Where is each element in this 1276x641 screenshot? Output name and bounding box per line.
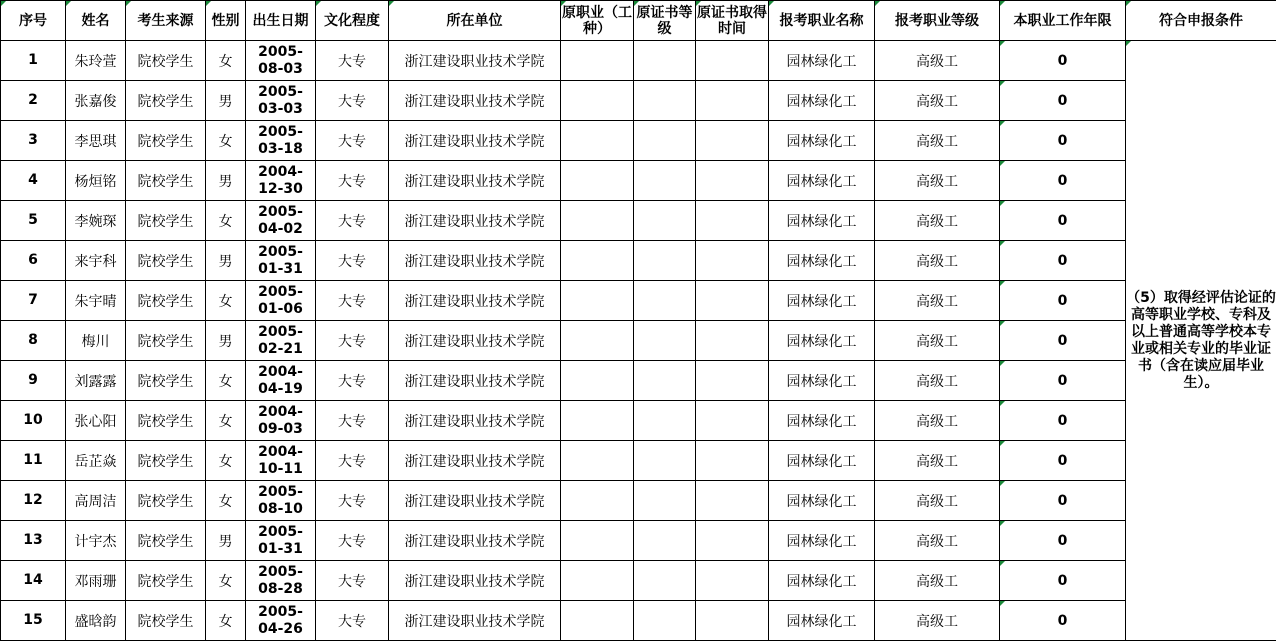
- cell-job-name[interactable]: 园林绿化工: [769, 321, 875, 361]
- cell-name[interactable]: 朱宇晴: [66, 281, 126, 321]
- row-number: 15: [23, 612, 43, 628]
- header-gender[interactable]: 性别: [206, 1, 246, 41]
- cell-years[interactable]: 0: [1000, 121, 1126, 161]
- cell-orig-cert-time[interactable]: [696, 161, 769, 201]
- cell-org[interactable]: 浙江建设职业技术学院: [389, 561, 561, 601]
- cell-source[interactable]: 院校学生: [126, 321, 206, 361]
- cell-gender[interactable]: 女: [206, 281, 246, 321]
- cell-seq[interactable]: [1, 521, 66, 561]
- table-row: [1, 121, 1276, 161]
- cell-education[interactable]: 大专: [316, 201, 389, 241]
- table-row: [1, 481, 1276, 521]
- cell-orig-cert-time[interactable]: [696, 81, 769, 121]
- cell-job-name[interactable]: 园林绿化工: [769, 281, 875, 321]
- cell-job-name[interactable]: 园林绿化工: [769, 161, 875, 201]
- cell-dob[interactable]: 2005-03-18: [246, 121, 316, 161]
- cell-org[interactable]: 浙江建设职业技术学院: [389, 321, 561, 361]
- row-number: 5: [28, 212, 38, 228]
- header-dob[interactable]: 出生日期: [246, 1, 316, 41]
- cell-dob[interactable]: 2004-09-03: [246, 401, 316, 441]
- cell-years[interactable]: 0: [1000, 241, 1126, 281]
- row-number: 3: [28, 132, 38, 148]
- cell-source[interactable]: 院校学生: [126, 161, 206, 201]
- table-row: [1, 41, 1276, 81]
- cell-dob[interactable]: 2005-08-28: [246, 561, 316, 601]
- table-row: [1, 521, 1276, 561]
- cell-orig-job[interactable]: [561, 521, 634, 561]
- cell-gender[interactable]: 女: [206, 561, 246, 601]
- cell-orig-cert-time[interactable]: [696, 441, 769, 481]
- cell-name[interactable]: 来宇科: [66, 241, 126, 281]
- cell-years[interactable]: 0: [1000, 441, 1126, 481]
- cell-name[interactable]: 张嘉俊: [66, 81, 126, 121]
- row-number: 10: [23, 412, 43, 428]
- cell-job-level[interactable]: 高级工: [875, 201, 1000, 241]
- cell-gender[interactable]: 女: [206, 441, 246, 481]
- cell-job-name[interactable]: 园林绿化工: [769, 521, 875, 561]
- cell-education[interactable]: 大专: [316, 41, 389, 81]
- cell-orig-cert-level[interactable]: [634, 281, 696, 321]
- cell-years[interactable]: 0: [1000, 281, 1126, 321]
- cell-orig-cert-level[interactable]: [634, 161, 696, 201]
- cell-source[interactable]: 院校学生: [126, 401, 206, 441]
- cell-seq[interactable]: [1, 41, 66, 81]
- cell-orig-job[interactable]: [561, 121, 634, 161]
- cell-orig-cert-level[interactable]: [634, 481, 696, 521]
- cell-job-level[interactable]: 高级工: [875, 81, 1000, 121]
- cell-job-name[interactable]: 园林绿化工: [769, 41, 875, 81]
- header-condition[interactable]: 符合申报条件: [1126, 1, 1276, 41]
- cell-name[interactable]: 杨烜铭: [66, 161, 126, 201]
- cell-dob[interactable]: 2005-02-21: [246, 321, 316, 361]
- cell-orig-cert-time[interactable]: [696, 321, 769, 361]
- cell-orig-job[interactable]: [561, 321, 634, 361]
- cell-education[interactable]: 大专: [316, 281, 389, 321]
- cell-job-level[interactable]: 高级工: [875, 241, 1000, 281]
- cell-org[interactable]: 浙江建设职业技术学院: [389, 601, 561, 641]
- cell-years[interactable]: 0: [1000, 81, 1126, 121]
- cell-name[interactable]: 李思琪: [66, 121, 126, 161]
- cell-orig-cert-level[interactable]: [634, 201, 696, 241]
- cell-education[interactable]: 大专: [316, 521, 389, 561]
- cell-orig-job[interactable]: [561, 201, 634, 241]
- cell-orig-cert-time[interactable]: [696, 201, 769, 241]
- cell-job-level[interactable]: 高级工: [875, 361, 1000, 401]
- cell-gender[interactable]: 男: [206, 321, 246, 361]
- header-orig-cert-level[interactable]: 原证书等级: [634, 1, 696, 41]
- cell-source[interactable]: 院校学生: [126, 121, 206, 161]
- cell-gender[interactable]: 女: [206, 601, 246, 641]
- cell-job-level[interactable]: 高级工: [875, 161, 1000, 201]
- cell-job-level[interactable]: 高级工: [875, 601, 1000, 641]
- cell-gender[interactable]: 女: [206, 121, 246, 161]
- cell-org[interactable]: 浙江建设职业技术学院: [389, 361, 561, 401]
- row-number: 1: [28, 52, 38, 68]
- cell-job-level[interactable]: 高级工: [875, 121, 1000, 161]
- row-number: 13: [23, 532, 43, 548]
- row-number: 7: [28, 292, 38, 308]
- cell-orig-job[interactable]: [561, 41, 634, 81]
- cell-job-name[interactable]: 园林绿化工: [769, 601, 875, 641]
- cell-dob[interactable]: 2005-04-26: [246, 601, 316, 641]
- cell-org[interactable]: 浙江建设职业技术学院: [389, 521, 561, 561]
- cell-dob[interactable]: 2005-04-02: [246, 201, 316, 241]
- cell-orig-cert-time[interactable]: [696, 41, 769, 81]
- header-orig-cert-time[interactable]: 原证书取得时间: [696, 1, 769, 41]
- cell-job-name[interactable]: 园林绿化工: [769, 401, 875, 441]
- cell-years[interactable]: 0: [1000, 201, 1126, 241]
- cell-dob[interactable]: 2004-04-19: [246, 361, 316, 401]
- cell-seq[interactable]: [1, 601, 66, 641]
- cell-source[interactable]: 院校学生: [126, 481, 206, 521]
- cell-years[interactable]: 0: [1000, 361, 1126, 401]
- cell-org[interactable]: 浙江建设职业技术学院: [389, 401, 561, 441]
- table-row: [1, 81, 1276, 121]
- table-body: [1, 41, 1276, 641]
- cell-orig-job[interactable]: [561, 281, 634, 321]
- cell-dob[interactable]: 2005-01-31: [246, 241, 316, 281]
- cell-seq[interactable]: [1, 321, 66, 361]
- cell-org[interactable]: 浙江建设职业技术学院: [389, 281, 561, 321]
- header-job-name[interactable]: 报考职业名称: [769, 1, 875, 41]
- cell-org[interactable]: 浙江建设职业技术学院: [389, 201, 561, 241]
- cell-seq[interactable]: [1, 561, 66, 601]
- cell-years[interactable]: 0: [1000, 601, 1126, 641]
- cell-source[interactable]: 院校学生: [126, 601, 206, 641]
- cell-orig-cert-level[interactable]: [634, 521, 696, 561]
- cell-source[interactable]: 院校学生: [126, 521, 206, 561]
- cell-years[interactable]: 0: [1000, 161, 1126, 201]
- cell-name[interactable]: 计宇杰: [66, 521, 126, 561]
- cell-source[interactable]: 院校学生: [126, 81, 206, 121]
- cell-gender[interactable]: 女: [206, 481, 246, 521]
- header-years[interactable]: 本职业工作年限: [1000, 1, 1126, 41]
- cell-dob[interactable]: 2004-12-30: [246, 161, 316, 201]
- cell-orig-cert-time[interactable]: [696, 601, 769, 641]
- header-source[interactable]: 考生来源: [126, 1, 206, 41]
- table-row: [1, 401, 1276, 441]
- cell-org[interactable]: 浙江建设职业技术学院: [389, 481, 561, 521]
- cell-name[interactable]: 李婉琛: [66, 201, 126, 241]
- cell-job-name[interactable]: 园林绿化工: [769, 241, 875, 281]
- cell-gender[interactable]: 女: [206, 361, 246, 401]
- cell-orig-cert-time[interactable]: [696, 281, 769, 321]
- cell-name[interactable]: 高周洁: [66, 481, 126, 521]
- cell-seq[interactable]: [1, 401, 66, 441]
- cell-source[interactable]: 院校学生: [126, 201, 206, 241]
- header-orig-job[interactable]: 原职业（工种）: [561, 1, 634, 41]
- cell-seq[interactable]: [1, 81, 66, 121]
- cell-orig-job[interactable]: [561, 601, 634, 641]
- cell-job-level[interactable]: 高级工: [875, 41, 1000, 81]
- cell-orig-cert-level[interactable]: [634, 241, 696, 281]
- cell-job-name[interactable]: 园林绿化工: [769, 361, 875, 401]
- cell-seq[interactable]: [1, 201, 66, 241]
- row-number: 8: [28, 332, 38, 348]
- cell-gender[interactable]: 男: [206, 521, 246, 561]
- cell-dob[interactable]: 2005-08-10: [246, 481, 316, 521]
- cell-dob[interactable]: 2004-10-11: [246, 441, 316, 481]
- cell-name[interactable]: 朱玲萱: [66, 41, 126, 81]
- cell-orig-cert-level[interactable]: [634, 321, 696, 361]
- table-row: [1, 441, 1276, 481]
- cell-name[interactable]: 刘露露: [66, 361, 126, 401]
- cell-job-level[interactable]: 高级工: [875, 481, 1000, 521]
- cell-orig-job[interactable]: [561, 401, 634, 441]
- cell-education[interactable]: 大专: [316, 481, 389, 521]
- cell-education[interactable]: 大专: [316, 441, 389, 481]
- cell-job-name[interactable]: 园林绿化工: [769, 441, 875, 481]
- cell-job-level[interactable]: 高级工: [875, 401, 1000, 441]
- cell-orig-cert-time[interactable]: [696, 401, 769, 441]
- cell-source[interactable]: 院校学生: [126, 441, 206, 481]
- cell-orig-job[interactable]: [561, 561, 634, 601]
- table-row: [1, 161, 1276, 201]
- table-row: [1, 561, 1276, 601]
- cell-job-name[interactable]: 园林绿化工: [769, 561, 875, 601]
- cell-org[interactable]: 浙江建设职业技术学院: [389, 241, 561, 281]
- cell-name[interactable]: 岳芷焱: [66, 441, 126, 481]
- cell-orig-cert-time[interactable]: [696, 241, 769, 281]
- cell-education[interactable]: 大专: [316, 361, 389, 401]
- cell-condition[interactable]: （5）取得经评估论证的高等职业学校、专科及以上普通高等学校本专业或相关专业的毕业证书（含在读应届毕业生）。: [1126, 41, 1276, 641]
- header-seq[interactable]: 序号: [1, 1, 66, 41]
- cell-years[interactable]: 0: [1000, 41, 1126, 81]
- cell-orig-cert-time[interactable]: [696, 561, 769, 601]
- cell-orig-cert-level[interactable]: [634, 441, 696, 481]
- cell-years[interactable]: 0: [1000, 401, 1126, 441]
- cell-orig-job[interactable]: [561, 361, 634, 401]
- cell-seq[interactable]: [1, 361, 66, 401]
- cell-gender[interactable]: 女: [206, 41, 246, 81]
- cell-source[interactable]: 院校学生: [126, 241, 206, 281]
- table-row: [1, 201, 1276, 241]
- cell-education[interactable]: 大专: [316, 161, 389, 201]
- cell-education[interactable]: 大专: [316, 321, 389, 361]
- cell-job-level[interactable]: 高级工: [875, 321, 1000, 361]
- cell-seq[interactable]: [1, 161, 66, 201]
- cell-seq[interactable]: [1, 441, 66, 481]
- table-row: [1, 601, 1276, 641]
- header-row: [1, 1, 1276, 41]
- table-row: [1, 321, 1276, 361]
- cell-job-name[interactable]: 园林绿化工: [769, 81, 875, 121]
- cell-orig-cert-level[interactable]: [634, 41, 696, 81]
- cell-orig-job[interactable]: [561, 81, 634, 121]
- cell-gender[interactable]: 男: [206, 81, 246, 121]
- cell-orig-cert-level[interactable]: [634, 401, 696, 441]
- cell-gender[interactable]: 女: [206, 201, 246, 241]
- cell-orig-cert-level[interactable]: [634, 81, 696, 121]
- row-number: 14: [23, 572, 43, 588]
- row-number: 12: [23, 492, 43, 508]
- cell-orig-job[interactable]: [561, 241, 634, 281]
- cell-years[interactable]: 0: [1000, 521, 1126, 561]
- cell-source[interactable]: 院校学生: [126, 281, 206, 321]
- cell-name[interactable]: 邓雨珊: [66, 561, 126, 601]
- table-row: [1, 281, 1276, 321]
- cell-seq[interactable]: [1, 281, 66, 321]
- cell-years[interactable]: 0: [1000, 561, 1126, 601]
- cell-orig-cert-level[interactable]: [634, 121, 696, 161]
- cell-orig-cert-time[interactable]: [696, 361, 769, 401]
- cell-orig-job[interactable]: [561, 481, 634, 521]
- cell-orig-cert-level[interactable]: [634, 601, 696, 641]
- cell-job-level[interactable]: 高级工: [875, 441, 1000, 481]
- cell-source[interactable]: 院校学生: [126, 41, 206, 81]
- cell-seq[interactable]: [1, 241, 66, 281]
- cell-years[interactable]: 0: [1000, 481, 1126, 521]
- cell-name[interactable]: 梅川: [66, 321, 126, 361]
- header-education[interactable]: 文化程度: [316, 1, 389, 41]
- header-org[interactable]: 所在单位: [389, 1, 561, 41]
- cell-job-level[interactable]: 高级工: [875, 281, 1000, 321]
- row-number: 6: [28, 252, 38, 268]
- cell-source[interactable]: 院校学生: [126, 561, 206, 601]
- cell-orig-cert-time[interactable]: [696, 481, 769, 521]
- cell-orig-job[interactable]: [561, 161, 634, 201]
- cell-org[interactable]: 浙江建设职业技术学院: [389, 81, 561, 121]
- cell-education[interactable]: 大专: [316, 241, 389, 281]
- cell-orig-cert-time[interactable]: [696, 521, 769, 561]
- row-number: 4: [28, 172, 38, 188]
- cell-education[interactable]: 大专: [316, 121, 389, 161]
- cell-orig-cert-level[interactable]: [634, 361, 696, 401]
- table-row: [1, 241, 1276, 281]
- cell-orig-cert-time[interactable]: [696, 121, 769, 161]
- row-number: 9: [28, 372, 38, 388]
- cell-dob[interactable]: 2005-08-03: [246, 41, 316, 81]
- cell-job-name[interactable]: 园林绿化工: [769, 201, 875, 241]
- cell-dob[interactable]: 2005-01-31: [246, 521, 316, 561]
- table-row: [1, 361, 1276, 401]
- row-number: 11: [23, 452, 43, 468]
- cell-job-name[interactable]: 园林绿化工: [769, 121, 875, 161]
- cell-job-level[interactable]: 高级工: [875, 521, 1000, 561]
- cell-org[interactable]: 浙江建设职业技术学院: [389, 121, 561, 161]
- cell-seq[interactable]: [1, 121, 66, 161]
- cell-org[interactable]: 浙江建设职业技术学院: [389, 161, 561, 201]
- cell-gender[interactable]: 男: [206, 241, 246, 281]
- cell-education[interactable]: 大专: [316, 561, 389, 601]
- cell-name[interactable]: 张心阳: [66, 401, 126, 441]
- cell-dob[interactable]: 2005-03-03: [246, 81, 316, 121]
- cell-education[interactable]: 大专: [316, 81, 389, 121]
- header-job-level[interactable]: 报考职业等级: [875, 1, 1000, 41]
- cell-gender[interactable]: 男: [206, 161, 246, 201]
- cell-education[interactable]: 大专: [316, 601, 389, 641]
- cell-job-name[interactable]: 园林绿化工: [769, 481, 875, 521]
- cell-name[interactable]: 盛晗韵: [66, 601, 126, 641]
- cell-job-level[interactable]: 高级工: [875, 561, 1000, 601]
- cell-seq[interactable]: [1, 481, 66, 521]
- cell-orig-job[interactable]: [561, 441, 634, 481]
- cell-gender[interactable]: 女: [206, 401, 246, 441]
- cell-org[interactable]: 浙江建设职业技术学院: [389, 41, 561, 81]
- cell-years[interactable]: 0: [1000, 321, 1126, 361]
- cell-source[interactable]: 院校学生: [126, 361, 206, 401]
- cell-education[interactable]: 大专: [316, 401, 389, 441]
- cell-dob[interactable]: 2005-01-06: [246, 281, 316, 321]
- cell-orig-cert-level[interactable]: [634, 561, 696, 601]
- header-name[interactable]: 姓名: [66, 1, 126, 41]
- row-number: 2: [28, 92, 38, 108]
- cell-org[interactable]: 浙江建设职业技术学院: [389, 441, 561, 481]
